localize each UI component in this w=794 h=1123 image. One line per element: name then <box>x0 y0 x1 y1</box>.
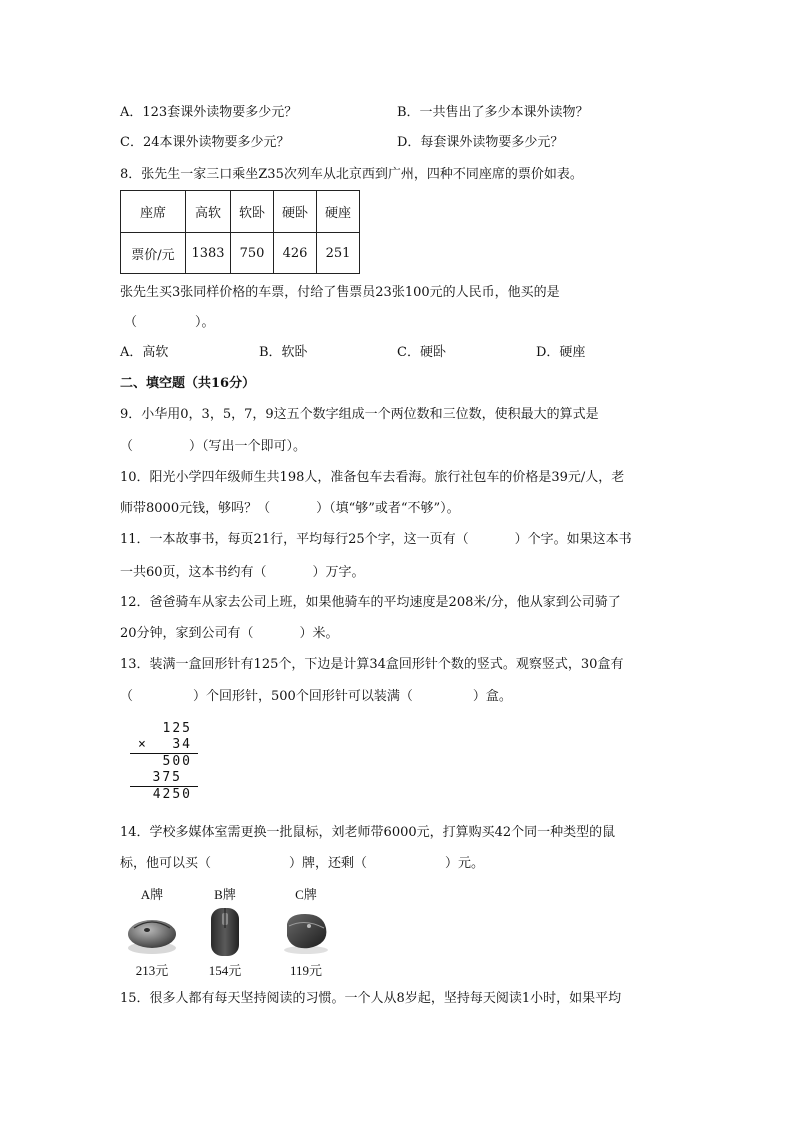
mouse-a <box>124 886 180 980</box>
mouse-b-brand: B牌 <box>214 887 236 902</box>
mouse-b-icon <box>205 906 245 958</box>
q12-text-a: 20分钟，家到公司有（ <box>120 626 254 641</box>
q8-option-c: C．硬卧 <box>397 345 446 360</box>
q12-line-1: 12．爸爸骑车从家去公司上班，如果他骑车的平均速度是208米/分，他从家到公司骑了 <box>120 595 621 610</box>
q11-line-1 <box>120 531 632 549</box>
price-table-cell: 251 <box>317 233 360 274</box>
mouse-a-icon <box>125 906 179 958</box>
q8-option-a: A．高软 <box>120 345 169 360</box>
mouse-c-icon <box>279 906 333 958</box>
q10-text-b: ）（填“够”或者“不够”）。 <box>316 501 460 516</box>
mouse-a-brand: A牌 <box>140 887 164 902</box>
q11-text-d: ）万字。 <box>312 565 365 580</box>
q13-text-c: ）盒。 <box>472 689 512 704</box>
q12-line-2 <box>120 625 339 643</box>
price-table-header-soft-sleeper: 软卧 <box>231 191 274 233</box>
q10-line-1: 10．阳光小学四年级师生共198人，准备包车去看海。旅行社包车的价格是39元/人，老 <box>120 470 625 485</box>
price-table-header-soft-seat: 高软 <box>186 191 231 233</box>
q14-text-a: 标，他可以买（ <box>120 856 212 871</box>
q7-option-c: C．24本课外读物要多少元？ <box>120 135 290 150</box>
q9-line-1: 9．小华用0，3，5，7，9这五个数字组成一个两位数和三位数，使积最大的算式是 <box>120 407 599 422</box>
q14-line-1: 14．学校多媒体室需更换一批鼠标，刘老师带6000元，打算购买42个同一种类型的鼠 <box>120 825 616 840</box>
q8-option-b: B．软卧 <box>259 345 308 360</box>
q14-line-2 <box>120 855 484 873</box>
calc-partial-2: 375 <box>152 770 182 785</box>
q12-text-b: ）米。 <box>299 626 339 641</box>
calc-multiplier: 34 <box>172 737 192 752</box>
price-table-cell: 1383 <box>186 233 231 274</box>
q9-line-2 <box>120 438 306 456</box>
q14-text-b: ）牌，还剩（ <box>289 856 368 871</box>
q7-option-d: D．每套课外读物要多少元？ <box>397 135 564 150</box>
q7-option-a: A．123套课外读物要多少元？ <box>120 105 298 120</box>
calc-partial-1: 500 <box>162 754 192 769</box>
q8-text-2 <box>124 314 215 332</box>
q8-text-1: 张先生买3张同样价格的车票，付给了售票员23张100元的人民币，他买的是 <box>120 285 560 300</box>
q15-line-1: 15．很多人都有每天坚持阅读的习惯。一个人从8岁起，坚持每天阅读1小时，如果平均 <box>120 991 622 1006</box>
price-table <box>120 190 360 274</box>
q7-option-b: B．一共售出了多少本课外读物？ <box>397 105 589 120</box>
calc-multiplicand: 125 <box>162 721 192 736</box>
price-table-header-seat: 座席 <box>121 191 186 233</box>
q13-text-b: ）个回形针，500个回形针可以装满（ <box>193 689 413 704</box>
q9-paren-close: ）（写出一个即可）。 <box>189 439 307 454</box>
price-table-row-label: 票价/元 <box>121 233 186 274</box>
q8-option-d: D．硬座 <box>536 345 586 360</box>
q11-text-c: 一共60页，这本书约有（ <box>120 565 267 580</box>
q10-text-a: 师带8000元钱，够吗？（ <box>120 501 271 516</box>
section-2-title: 二、填空题（共16分） <box>120 376 256 391</box>
price-table-header-hard-seat: 硬座 <box>317 191 360 233</box>
calc-result: 4250 <box>152 787 192 802</box>
calc-times-sign: × <box>138 737 146 752</box>
price-table-cell: 426 <box>274 233 317 274</box>
mouse-b <box>200 886 250 980</box>
q10-line-2 <box>120 500 460 518</box>
q8-paren-close: ）。 <box>195 315 215 330</box>
mouse-c <box>276 886 336 980</box>
mouse-b-price: 154元 <box>208 963 242 978</box>
q13-paren-open: （ <box>120 689 134 704</box>
mouse-a-price: 213元 <box>135 963 169 978</box>
q14-text-c: ）元。 <box>445 856 485 871</box>
q11-text-a: 11．一本故事书，每页21行，平均每行25个字，这一页有（ <box>120 532 469 547</box>
q13-line-2 <box>120 688 512 706</box>
price-table-cell: 750 <box>231 233 274 274</box>
q11-line-2 <box>120 564 365 582</box>
price-table-header-hard-sleeper: 硬卧 <box>274 191 317 233</box>
q11-text-b: ）个字。如果这本书 <box>514 532 632 547</box>
q8-stem: 8．张先生一家三口乘坐Z35次列车从北京西到广州，四种不同座席的票价如表。 <box>120 167 583 182</box>
q8-paren-open: （ <box>124 315 138 330</box>
mouse-c-price: 119元 <box>289 963 323 978</box>
q9-paren-open: （ <box>120 439 134 454</box>
mouse-c-brand: C牌 <box>295 887 317 902</box>
q13-line-1: 13．装满一盒回形针有125个，下边是计算34盒回形针个数的竖式。观察竖式，30盒有 <box>120 657 624 672</box>
